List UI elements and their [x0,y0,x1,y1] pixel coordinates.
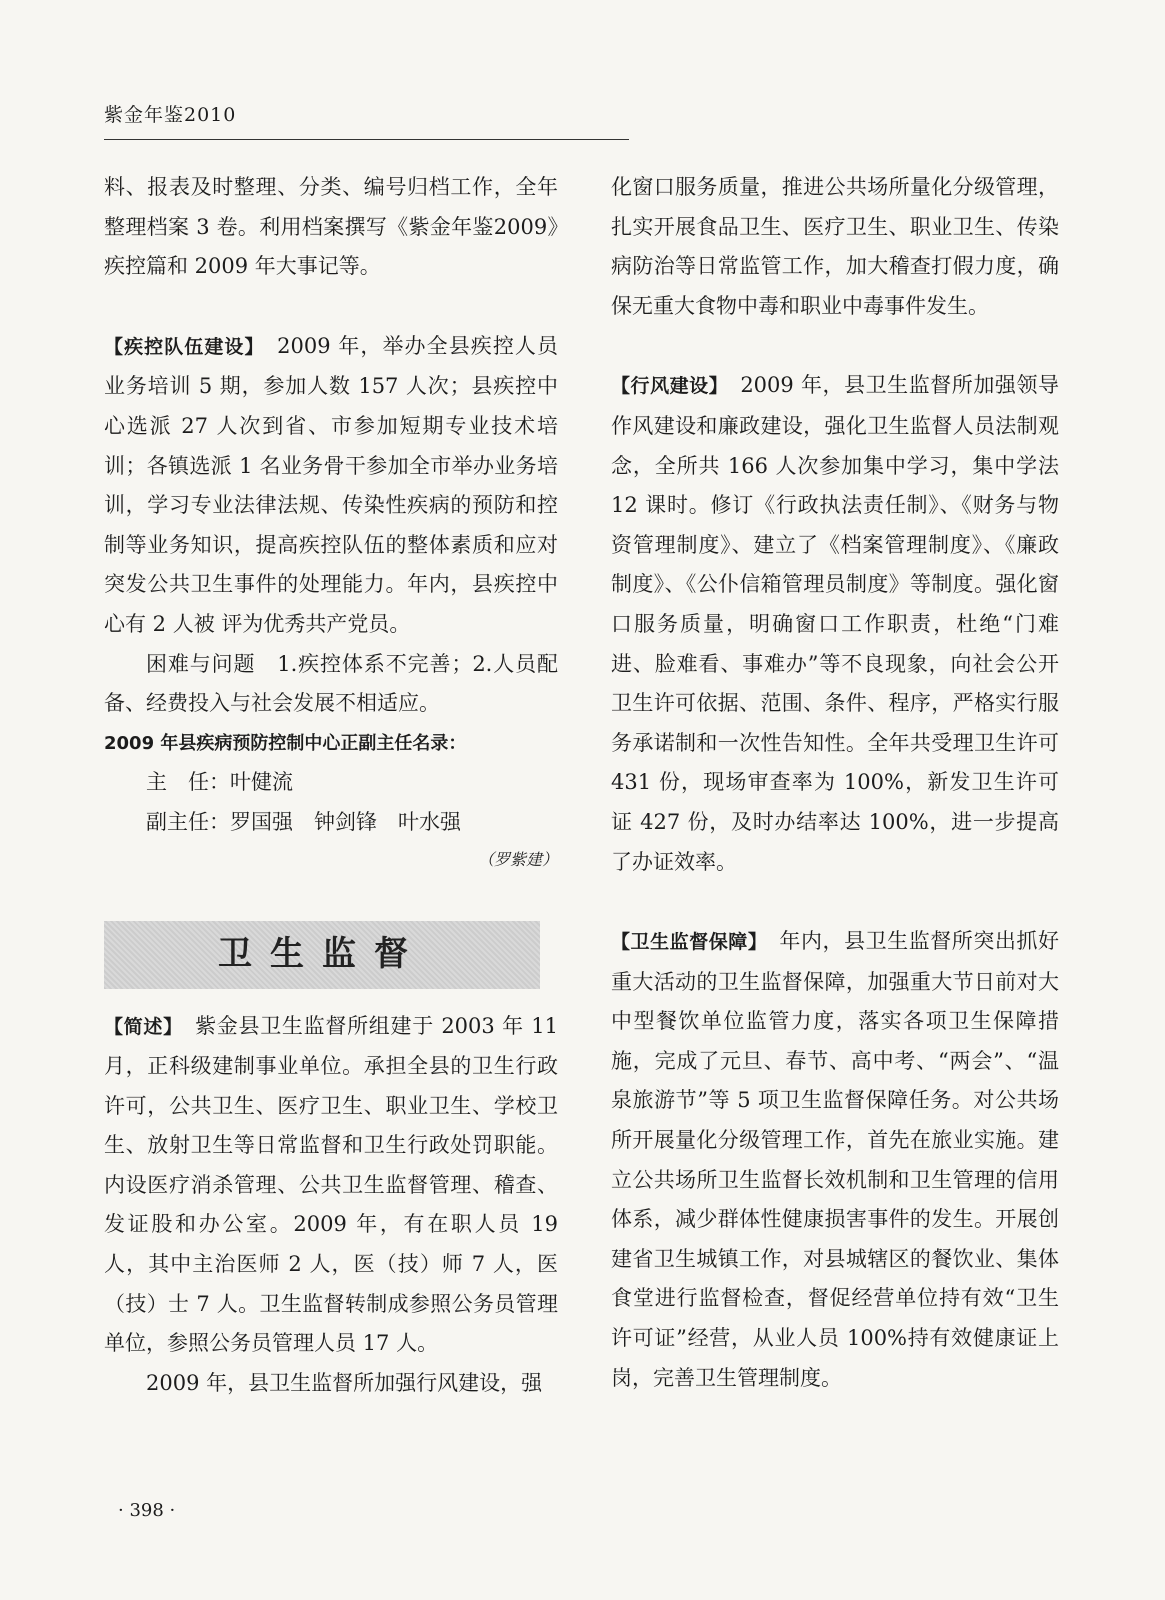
left-column [104,168,558,1403]
section-body: 紫金县卫生监督所组建于 2003 年 11 月，正科级建制事业单位。承担全县的卫生行政许可，公共卫生、医疗卫生、职业卫生、学校卫生、放射卫生等日常监督和卫生行政处罚职能。内设医疗消杀管理、公共卫生监督管理、稽查、发证股和办公室。2009 年，有在职人员 19 人，其中主治医师 2 人，医（技）师 7 人，医（技）士 7 人。卫生监督转制成参照公务员管理单位，参照公务员管理人员 17 人。 [104,1013,558,1356]
header-rule [104,139,629,140]
problems-paragraph: 困难与问题 1.疾控体系不完善；2.人员配备、经费投入与社会发展不相适应。 [104,651,558,716]
director-list-heading: 2009 年县疾病预防控制中心正副主任名录： [104,732,467,754]
section-body: 年内，县卫生监督所突出抓好重大活动的卫生监督保障，加强重大节日前对大中型餐饮单位监管力度，落实各项卫生保障措施，完成了元旦、春节、高中考、“两会”、“温泉旅游节”等 5 项卫生监督保障任务。对公共场所开展量化分级管理工作，首先在旅业实施。建立公共场所卫生监督长效机制和卫生管理的信用体系，减少群体性健康损害事件的发生。开展创建省卫生城镇工作，对县城辖区的餐饮业、集体食堂进行监督检查，督促经营单位持有效“卫生许可证”经营，从业人员 100%持有效健康证上岗，完善卫生管理制度。 [611,929,1059,1390]
section-body: 2009 年，县卫生监督所加强领导作风建设和廉政建设，强化卫生监督人员法制观念，全所共 166 人次参加集中学习，集中学法 12 课时。修订《行政执法责任制》、《财务与物资管理制度》、建立了《档案管理制度》、《廉政制度》、《公仆信箱管理员制度》等制度。强化窗口服务质量，明确窗口工作职责，杜绝“门难进、脸难看、事难办”等不良现象，向社会公开卫生许可依据、范围、条件、程序，严格实行服务承诺制和一次性告知性。全年共受理卫生许可 431 份，现场审查率为 100%，新发卫生许可证 427 份，及时办结率达 100%，进一步提高了办证效率。 [611,373,1059,874]
paragraph: 料、报表及时整理、分类、编号归档工作，全年整理档案 3 卷。利用档案撰写《紫金年鉴2009》疾控篇和 2009 年大事记等。 [104,175,558,279]
section-overview [104,1007,558,1364]
director-row: 主 任：叶健流 [146,770,293,795]
paragraph: 化窗口服务质量，推进公共场所量化分级管理，扎实开展食品卫生、医疗卫生、职业卫生、传染病防治等日常监管工作，加大稽查打假力度，确保无重大食物中毒和职业中毒事件发生。 [611,175,1059,318]
section-team-building [104,327,558,645]
section-body: 2009 年，举办全县疾控人员业务培训 5 期，参加人数 157 人次；县疾控中心选派 27 人次到省、市参加短期专业技术培训；各镇选派 1 名业务骨干参加全市举办业务培训，学习专业法律法规、传染性疾病的预防和控制等业务知识，提高疾控队伍的整体素质和应对突发公共卫生事件的处理能力。年内，县疾控中心有 2 人被 评为优秀共产党员。 [104,333,558,636]
page-number: · 398 · [118,1500,176,1521]
section-supervision-guarantee [611,922,1059,1398]
right-column [611,168,1059,1398]
section-conduct [611,366,1059,882]
running-header: 紫金年鉴2010 [104,104,237,126]
section-title: 【疾控队伍建设】 [104,335,256,358]
paragraph: 2009 年，县卫生监督所加强行风建设，强 [146,1370,543,1395]
section-title: 【行风建设】 [611,375,719,398]
deputy-row: 副主任：罗国强 钟剑锋 叶水强 [146,809,461,834]
banner-title: 卫生监督 [218,933,426,974]
section-title: 【卫生监督保障】 [611,931,758,954]
section-banner [104,921,540,989]
author-credit: （罗紫建） [477,849,558,869]
section-title: 【简述】 [104,1015,174,1038]
